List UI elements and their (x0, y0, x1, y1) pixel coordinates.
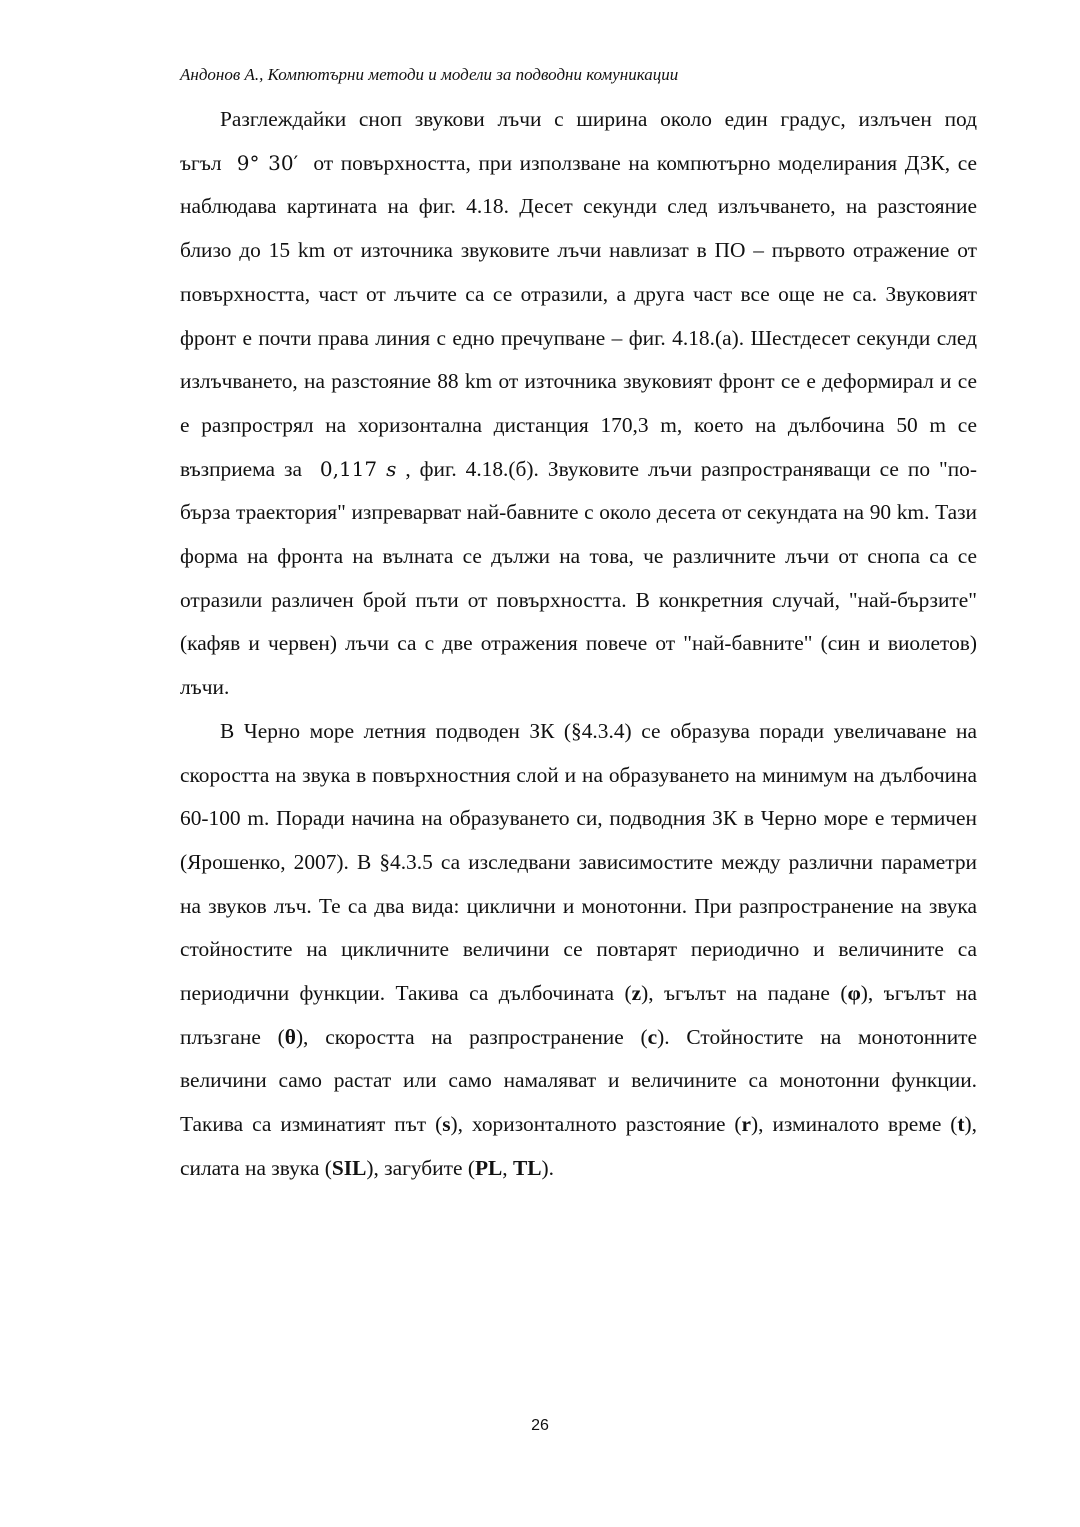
p2-text-11: ). (541, 1155, 555, 1180)
paragraph-2 (180, 710, 977, 1191)
p2-text-3: ), ъгълът на плъзгане ( (180, 981, 977, 1049)
p2-text-10: , (502, 1155, 513, 1180)
symbol-c: c (647, 1024, 658, 1049)
symbol-s: s (442, 1112, 451, 1137)
p1-text-3: , фиг. 4.18.(б). Звуковите лъчи разпространяващи се по "по-бърза траектория" изпреварват най-бавните с около десета от секундата на 90 km. Тази форма на фронта на вълната се дължи на това, че различните лъчи от снопа са се отразили различен брой пъти от повърхността. В конкретния случай, "най-бързите" (кафяв и червен) лъчи са с две отражения повече от "най-бавните" (син и виолетов) лъчи. (180, 456, 977, 700)
symbol-z: z (631, 981, 642, 1006)
symbol-t: t (957, 1112, 965, 1137)
symbol-r: r (741, 1112, 752, 1137)
p2-text-6: ), хоризонталното разстояние ( (450, 1112, 742, 1137)
p2-text-9: ), загубите ( (366, 1155, 475, 1180)
p2-text-4: ), скоростта на разпространение ( (295, 1024, 648, 1049)
symbol-pl: PL (474, 1155, 503, 1180)
symbol-theta: θ (284, 1024, 296, 1049)
running-header: Андонов А., Компютърни методи и модели за подводни комуникации (180, 65, 679, 84)
time-value-formula: 0,117 (319, 456, 378, 481)
p2-text-2: ), ъгълът на падане ( (641, 981, 848, 1006)
p2-text-7: ), изминалото време ( (751, 1112, 958, 1137)
time-unit-formula: s (386, 456, 397, 481)
p2-text-1: В Черно море летния подводен ЗК (§4.3.4) се образува поради увеличаване на скоростта на звука в повърхностния слой и на образуването на минимум на дълбочина 60-100 m. Поради начина на образуването си, подводния ЗК в Черно море е термичен (Ярошенко, 2007). В §4.3.5 са изследвани зависимостите между различни параметри на звуков лъч. Те са два вида: циклични и монотонни. При разпространение на звука стойностите на цикличните величини се повтарят периодично и величините са периодични функции. Такива са дълбочината ( (180, 718, 977, 1006)
body-text (180, 98, 977, 1191)
p2-text-8: ), силата на звука ( (180, 1112, 978, 1180)
p1-text-2: от повърхността, при използване на компютърно моделирания ДЗК, се наблюдава картината на фиг. 4.18. Десет секунди след излъчването, на разстояние близо до 15 km от източника звуковите лъчи навлизат в ПО – първото отражение от повърхността, част от лъчите са се отразили, а друга част все още не са. Звуковият фронт е почти права линия с едно пречупване – фиг. 4.18.(а). Шестдесет секунди след излъчването, на разстояние 88 km от източника звуковият фронт се е деформирал и се е разпрострял на хоризонтална дистанция 170,3 m, което на дълбочина 50 m се възприема за (180, 150, 978, 481)
symbol-phi: φ (847, 981, 861, 1006)
symbol-tl: TL (512, 1155, 542, 1180)
p2-text-5: ). Стойностите на монотонните величини само растат или само намаляват и величините са монотонни функции. Такива са изминатият път ( (180, 1024, 977, 1137)
symbol-sil: SIL (331, 1155, 367, 1180)
page-number: 26 (531, 1417, 549, 1434)
paragraph-1 (180, 98, 977, 710)
angle-formula: 9° 30′ (236, 150, 299, 175)
p1-text-1: Разглеждайки сноп звукови лъчи с ширина около един градус, излъчен под ъгъл (180, 107, 977, 175)
